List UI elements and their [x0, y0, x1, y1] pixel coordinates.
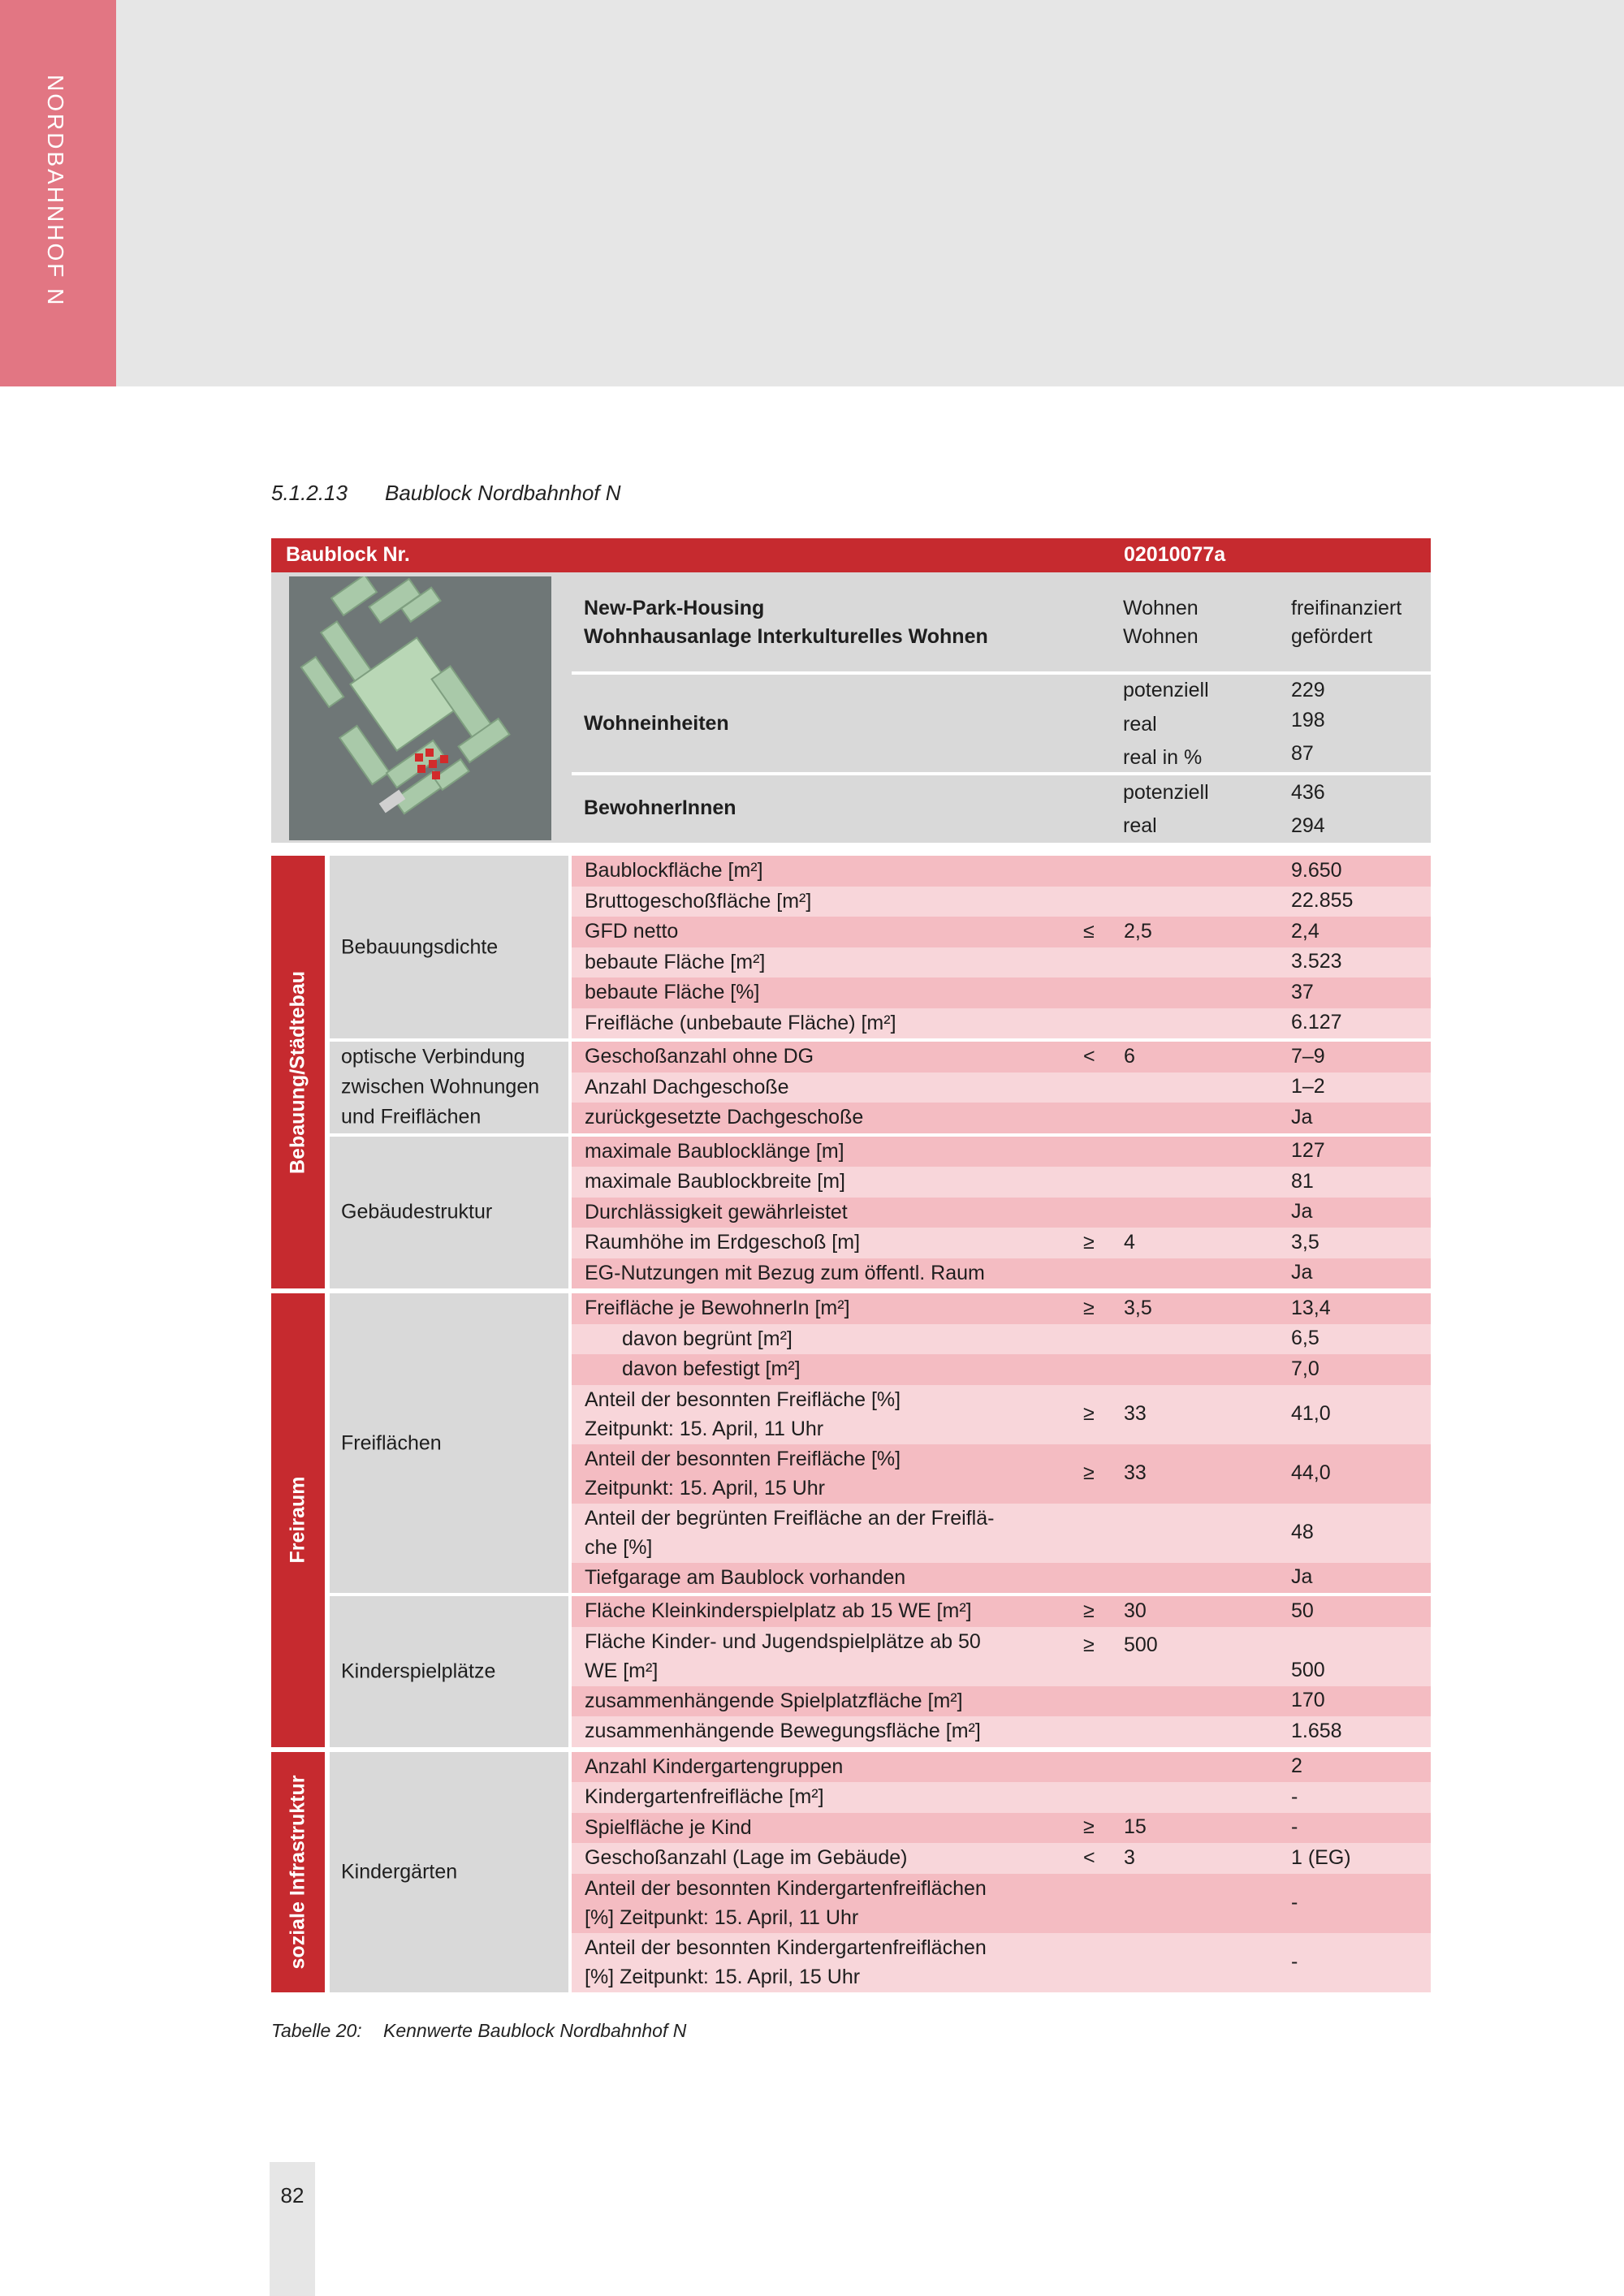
indicator-group-label: Kinderspielplätze	[341, 1659, 496, 1683]
indicator-group-label: Freiflächen	[341, 1431, 442, 1454]
indicator-group-label: Bebauungsdichte	[341, 935, 499, 958]
indicator-group	[330, 1752, 568, 1992]
threshold-operator: ≥	[1083, 1402, 1095, 1425]
table-row	[572, 1504, 1431, 1563]
threshold-operator: ≥	[1083, 1815, 1095, 1839]
bewohner-label: BewohnerInnen	[584, 796, 736, 819]
indicator-label: Kindergartenfreifläche [m²]	[585, 1785, 824, 1808]
project-financing-2: gefördert	[1291, 625, 1373, 648]
table-row	[572, 917, 1431, 947]
section-block	[271, 1752, 1431, 1992]
threshold-operator: <	[1083, 1044, 1095, 1068]
caption-text: Kennwerte Baublock Nordbahnhof N	[383, 2020, 687, 2041]
indicator-label: Spielfläche je Kind	[585, 1815, 752, 1839]
block-info-panel	[271, 572, 1431, 843]
threshold-operator: ≤	[1083, 919, 1095, 943]
table-row	[572, 1258, 1431, 1289]
table-row	[572, 1716, 1431, 1747]
indicator-value: Ja	[1291, 1105, 1313, 1129]
indicator-label: Anteil der besonnten Freifläche [%] Zeitpunkt: 15. April, 15 Uhr	[585, 1447, 901, 1500]
section-number: 5.1.2.13	[271, 481, 348, 505]
table-row	[572, 1686, 1431, 1717]
threshold-operator: <	[1083, 1845, 1095, 1869]
project-use-1: Wohnen	[1123, 597, 1199, 619]
table-row	[572, 1228, 1431, 1258]
top-band	[0, 0, 1624, 386]
section-label	[271, 1293, 325, 1747]
indicator-value: 1.658	[1291, 1719, 1342, 1742]
threshold-value: 4	[1124, 1230, 1135, 1254]
threshold-value: 3,5	[1124, 1296, 1152, 1319]
table-row	[572, 1137, 1431, 1167]
indicator-group	[330, 856, 568, 1038]
indicator-label: Geschoßanzahl (Lage im Gebäude)	[585, 1846, 908, 1869]
threshold-operator: ≥	[1083, 1461, 1095, 1484]
threshold-value: 500	[1124, 1633, 1158, 1656]
threshold-value: 33	[1124, 1402, 1147, 1425]
indicator-value: 41,0	[1291, 1402, 1331, 1425]
indicator-label: Raumhöhe im Erdgeschoß [m]	[585, 1231, 861, 1254]
indicator-label: GFD netto	[585, 920, 679, 943]
table-row	[572, 1596, 1431, 1627]
site-plan-drawing	[289, 576, 551, 840]
section-label-text: Freiraum	[286, 1476, 309, 1564]
indicator-value: Ja	[1291, 1200, 1313, 1224]
table-row	[572, 1933, 1431, 1992]
table-row	[572, 1072, 1431, 1103]
table-row	[572, 1324, 1431, 1355]
project-name-2: Wohnhausanlage Interkulturelles Wohnen	[584, 625, 988, 648]
indicator-label: Freifläche (unbebaute Fläche) [m²]	[585, 1011, 896, 1034]
chapter-side-tab	[0, 0, 116, 386]
indicator-label: bebaute Fläche [m²]	[585, 950, 766, 973]
indicator-value: 22.855	[1291, 889, 1354, 913]
indicator-value: -	[1291, 1785, 1298, 1808]
indicator-label: Tiefgarage am Baublock vorhanden	[585, 1565, 906, 1589]
table-row	[572, 1843, 1431, 1874]
info-divider	[572, 671, 1431, 675]
section-label-text: soziale Infrastruktur	[286, 1775, 309, 1969]
threshold-value: 33	[1124, 1461, 1147, 1484]
indicator-group-label: Kindergärten	[341, 1860, 458, 1883]
table-row	[572, 1354, 1431, 1385]
table-row	[572, 1008, 1431, 1039]
indicator-value: 13,4	[1291, 1296, 1331, 1319]
chapter-side-label: NORDBAHNHOF N	[43, 75, 68, 308]
indicator-label: EG-Nutzungen mit Bezug zum öffentl. Raum	[585, 1261, 985, 1284]
section-label	[271, 1752, 325, 1992]
section-heading	[271, 481, 621, 506]
table-row	[572, 887, 1431, 917]
indicator-label: Anzahl Kindergartengruppen	[585, 1754, 844, 1778]
indicator-group-label: optische Verbindung zwischen Wohnungen und Freiflächen	[341, 1045, 540, 1129]
table-row	[572, 1627, 1431, 1686]
indicator-value: 81	[1291, 1169, 1314, 1193]
indicator-label: Durchlässigkeit gewährleistet	[585, 1200, 848, 1224]
threshold-operator: ≥	[1083, 1633, 1095, 1656]
indicator-label: Baublockfläche [m²]	[585, 859, 763, 882]
section-title: Baublock Nordbahnhof N	[385, 481, 621, 505]
indicator-label: maximale Baublocklänge [m]	[585, 1139, 844, 1163]
indicator-label: Fläche Kleinkinderspielplatz ab 15 WE [m²]	[585, 1599, 972, 1622]
table-row	[572, 1042, 1431, 1072]
indicator-value: -	[1291, 1815, 1298, 1839]
indicator-label: Anteil der besonnten Kindergartenfreiflächen [%] Zeitpunkt: 15. April, 11 Uhr	[585, 1876, 987, 1929]
bewohner-value: 294	[1291, 814, 1325, 837]
indicator-value: Ja	[1291, 1261, 1313, 1284]
threshold-value: 2,5	[1124, 919, 1152, 943]
block-label: Baublock Nr.	[286, 543, 410, 566]
indicator-group	[330, 1293, 568, 1593]
threshold-operator: ≥	[1083, 1230, 1095, 1254]
bewohner-value: 436	[1291, 781, 1325, 804]
table-row	[572, 1752, 1431, 1783]
indicator-value: 2	[1291, 1754, 1302, 1778]
indicator-value: 3,5	[1291, 1230, 1320, 1254]
indicator-label: zurückgesetzte Dachgeschoße	[585, 1106, 864, 1129]
threshold-value: 15	[1124, 1815, 1147, 1839]
bewohner-key: real	[1123, 814, 1157, 837]
wohneinheiten-value: 229	[1291, 679, 1325, 701]
section-block	[271, 856, 1431, 1288]
table-row	[572, 1103, 1431, 1133]
indicator-label: Geschoßanzahl ohne DG	[585, 1045, 814, 1068]
page-number: 82	[280, 2183, 304, 2208]
indicator-value: -	[1291, 1950, 1298, 1973]
indicator-value: 3.523	[1291, 950, 1342, 973]
table-row	[572, 1444, 1431, 1504]
indicator-value: 6.127	[1291, 1011, 1342, 1034]
indicator-value: 37	[1291, 980, 1314, 1003]
wohneinheiten-key: real	[1123, 713, 1157, 736]
site-plan-image	[289, 576, 551, 840]
indicator-group	[330, 1137, 568, 1289]
indicator-label: zusammenhängende Bewegungsfläche [m²]	[585, 1720, 981, 1742]
indicator-group-label: Gebäudestruktur	[341, 1200, 493, 1224]
indicator-label: Anteil der besonnten Freifläche [%] Zeitpunkt: 15. April, 11 Uhr	[585, 1388, 901, 1440]
indicator-value: 44,0	[1291, 1461, 1331, 1484]
indicator-value: -	[1291, 1891, 1298, 1914]
table-caption	[271, 2020, 686, 2042]
indicator-value: 1–2	[1291, 1075, 1325, 1098]
threshold-operator: ≥	[1083, 1599, 1095, 1622]
indicator-value: 6,5	[1291, 1327, 1320, 1350]
wohneinheiten-key: real in %	[1123, 746, 1203, 769]
table-row	[572, 1198, 1431, 1228]
threshold-value: 3	[1124, 1845, 1135, 1869]
table-row	[572, 1563, 1431, 1594]
table-row	[572, 978, 1431, 1008]
indicator-value: 1 (EG)	[1291, 1845, 1351, 1869]
caption-number: Tabelle 20:	[271, 2020, 362, 2041]
indicator-value: 170	[1291, 1689, 1325, 1712]
threshold-value: 30	[1124, 1599, 1147, 1622]
indicator-label: Anteil der begrünten Freifläche an der Freiflä- che [%]	[585, 1506, 995, 1559]
block-header	[271, 538, 1431, 572]
indicator-value: 9.650	[1291, 858, 1342, 882]
wohneinheiten-label: Wohneinheiten	[584, 712, 729, 735]
project-financing-1: freifinanziert	[1291, 597, 1402, 619]
indicator-value: Ja	[1291, 1565, 1313, 1589]
wohneinheiten-value: 198	[1291, 709, 1325, 732]
section-label	[271, 856, 325, 1288]
indicator-label: Freifläche je BewohnerIn [m²]	[585, 1297, 850, 1319]
project-name-1: New-Park-Housing	[584, 597, 765, 619]
section-label-text: Bebauung/Städtebau	[286, 970, 309, 1174]
indicator-label: davon befestigt [m²]	[622, 1357, 801, 1380]
indicator-group	[330, 1596, 568, 1747]
indicator-label: Bruttogeschoßfläche [m²]	[585, 889, 812, 913]
page-number-tab	[270, 2162, 315, 2296]
indicator-value: 127	[1291, 1139, 1325, 1163]
section-block	[271, 1293, 1431, 1747]
indicator-label: bebaute Fläche [%]	[585, 981, 760, 1003]
indicator-value: 50	[1291, 1599, 1314, 1622]
indicator-label: Fläche Kinder- und Jugendspielplätze ab 50 WE [m²]	[585, 1629, 981, 1682]
indicator-group	[330, 1042, 568, 1133]
info-divider	[572, 772, 1431, 775]
indicator-label: davon begrünt [m²]	[622, 1327, 793, 1350]
threshold-value: 6	[1124, 1044, 1135, 1068]
indicator-label: maximale Baublockbreite [m]	[585, 1170, 845, 1193]
bewohner-key: potenziell	[1123, 781, 1209, 804]
block-number: 02010077a	[1124, 543, 1226, 566]
indicator-value: 2,4	[1291, 919, 1320, 943]
threshold-operator: ≥	[1083, 1296, 1095, 1319]
indicator-value: 500	[1291, 1658, 1325, 1681]
indicator-value: 48	[1291, 1521, 1314, 1543]
indicator-label: zusammenhängende Spielplatzfläche [m²]	[585, 1689, 963, 1712]
wohneinheiten-value: 87	[1291, 742, 1314, 765]
table-row	[572, 1385, 1431, 1444]
indicator-label: Anzahl Dachgeschoße	[585, 1075, 789, 1098]
project-use-2: Wohnen	[1123, 625, 1199, 648]
table-row	[572, 1293, 1431, 1324]
indicator-value: 7,0	[1291, 1357, 1320, 1380]
table-row	[572, 856, 1431, 887]
table-row	[572, 1167, 1431, 1198]
indicator-label: Anteil der besonnten Kindergartenfreiflächen [%] Zeitpunkt: 15. April, 15 Uhr	[585, 1936, 987, 1988]
table-row	[572, 1874, 1431, 1933]
table-row	[572, 1782, 1431, 1813]
table-row	[572, 1813, 1431, 1844]
indicator-value: 7–9	[1291, 1044, 1325, 1068]
wohneinheiten-key: potenziell	[1123, 679, 1209, 701]
table-row	[572, 947, 1431, 978]
